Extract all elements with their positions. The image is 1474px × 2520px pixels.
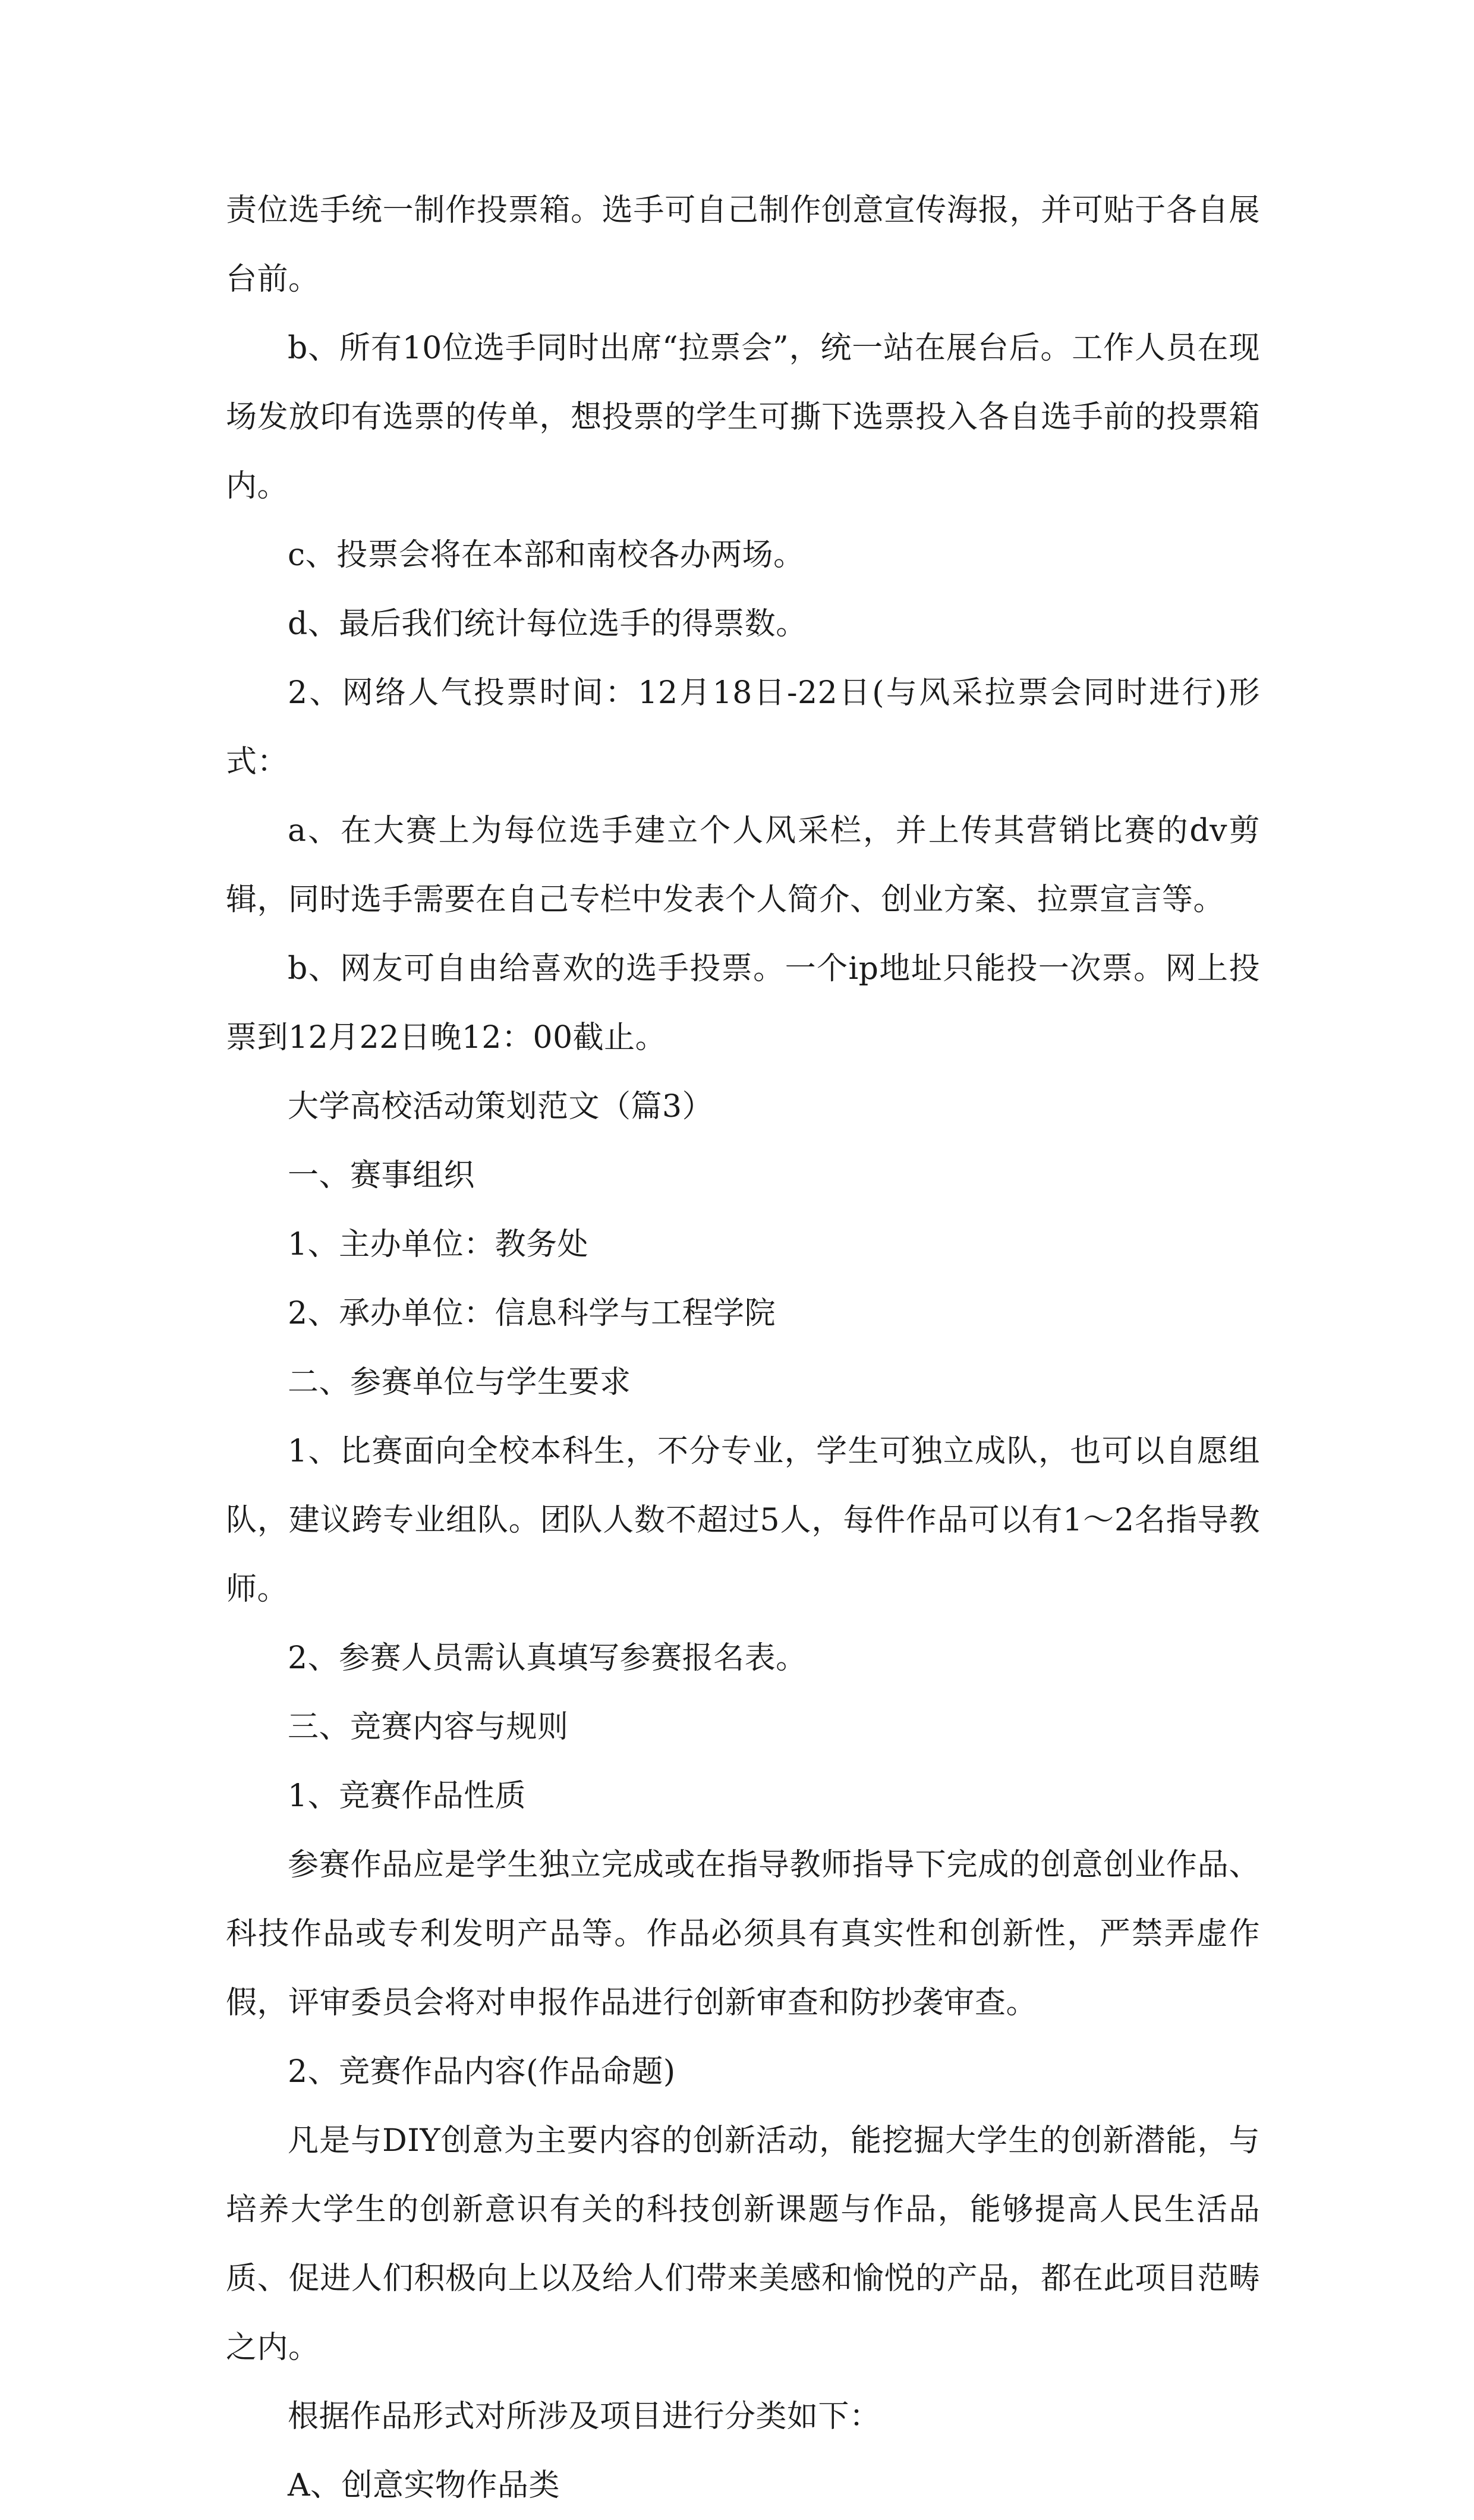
heading: 二、参赛单位与学生要求 bbox=[288, 1365, 631, 1400]
paragraph: a、在大赛上为每位选手建立个人风采栏，并上传其营销比赛的dv剪辑，同时选手需要在自己专栏中发表个人简介、创业方案、拉票宣言等。 bbox=[226, 813, 1260, 918]
paragraph: A、创意实物作品类 bbox=[288, 2468, 560, 2503]
paragraph: 凡是与DIY创意为主要内容的创新活动，能挖掘大学生的创新潜能，与培养大学生的创新意识有关的科技创新课题与作品，能够提高人民生活品质、促进人们积极向上以及给人们带来美感和愉悦的产品，都在此项目范畴之内。 bbox=[226, 2123, 1260, 2365]
paragraph: 根据作品形式对所涉及项目进行分类如下： bbox=[288, 2399, 881, 2434]
paragraph: 2、承办单位：信息科学与工程学院 bbox=[288, 1296, 776, 1331]
heading: 三、竞赛内容与规则 bbox=[288, 1709, 569, 1745]
paragraph: 1、比赛面向全校本科生，不分专业，学生可独立成队，也可以自愿组队，建议跨专业组队。团队人数不超过5人，每件作品可以有1～2名指导教师。 bbox=[226, 1434, 1260, 1607]
heading: 一、赛事组织 bbox=[288, 1158, 475, 1193]
paragraph: 1、主办单位：教务处 bbox=[288, 1227, 589, 1262]
paragraph: 2、竞赛作品内容(作品命题) bbox=[288, 2054, 676, 2090]
paragraph: 参赛作品应是学生独立完成或在指导教师指导下完成的创意创业作品、科技作品或专利发明产品等。作品必须具有真实性和创新性，严禁弄虚作假，评审委员会将对申报作品进行创新审查和防抄袭审查。 bbox=[226, 1847, 1260, 2021]
paragraph: 责位选手统一制作投票箱。选手可自己制作创意宣传海报，并可贴于各自展台前。 bbox=[226, 193, 1260, 297]
paragraph: 1、竞赛作品性质 bbox=[288, 1778, 527, 1814]
document-body bbox=[226, 176, 1260, 2520]
paragraph: d、最后我们统计每位选手的得票数。 bbox=[288, 606, 807, 642]
paragraph: 2、参赛人员需认真填写参赛报名表。 bbox=[288, 1640, 807, 1676]
paragraph: 2、网络人气投票时间：12月18日-22日(与风采拉票会同时进行)形式： bbox=[226, 675, 1260, 780]
paragraph: c、投票会将在本部和南校各办两场。 bbox=[288, 537, 805, 573]
paragraph: b、网友可自由给喜欢的选手投票。一个ip地址只能投一次票。网上投票到12月22日晚12：00截止。 bbox=[226, 951, 1260, 1056]
section-title: 大学高校活动策划范文（篇3） bbox=[288, 1089, 714, 1124]
paragraph: b、所有10位选手同时出席“拉票会”，统一站在展台后。工作人员在现场发放印有选票的传单，想投票的学生可撕下选票投入各自选手前的投票箱内。 bbox=[226, 330, 1260, 504]
